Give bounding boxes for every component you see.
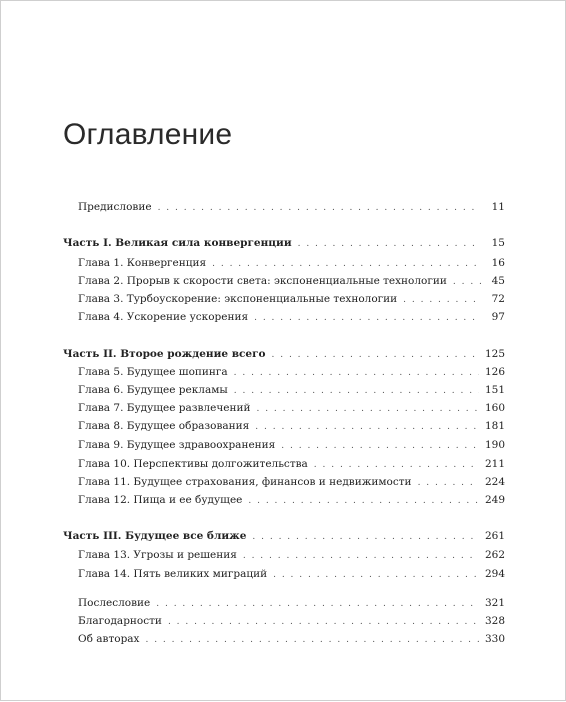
toc-entry-about-authors[interactable]: [78, 631, 505, 647]
toc-entry-title: Глава 14. Пять великих миграций: [78, 568, 268, 580]
toc-entry-acknowledgments[interactable]: [78, 613, 505, 629]
toc-entry-title: Глава 13. Угрозы и решения: [78, 549, 237, 561]
dot-leader: [234, 365, 479, 381]
toc-entry-chapter-8[interactable]: [78, 418, 505, 434]
toc-entry-page: 11: [491, 201, 505, 213]
toc-entry-chapter-2[interactable]: [78, 273, 505, 289]
toc-entry-page: 211: [484, 458, 505, 470]
toc-entry-page: 125: [484, 348, 505, 360]
toc-entry-page: 181: [484, 420, 505, 432]
dot-leader: [255, 419, 479, 435]
toc-entry-page: 261: [484, 530, 505, 542]
dot-leader: [273, 567, 479, 583]
toc-entry-page: 126: [484, 366, 505, 378]
table-of-contents: [1, 1, 566, 702]
dot-leader: [158, 200, 481, 216]
dot-leader: [418, 475, 479, 491]
toc-entry-title: Глава 3. Турбоускорение: экспоненциальные технологии: [78, 293, 398, 305]
toc-entry-chapter-7[interactable]: [78, 400, 505, 416]
toc-entry-page: 262: [484, 549, 505, 561]
toc-entry-page: 321: [484, 597, 505, 609]
toc-entry-page: 97: [491, 311, 505, 323]
toc-entry-title: Глава 4. Ускорение ускорения: [78, 311, 249, 323]
toc-entry-preface[interactable]: [78, 199, 505, 215]
toc-entry-chapter-14[interactable]: [78, 566, 505, 582]
dot-leader: [168, 614, 479, 630]
dot-leader: [234, 383, 479, 399]
toc-entry-chapter-11[interactable]: [78, 474, 505, 490]
toc-entry-title: Благодарности: [78, 615, 162, 627]
dot-leader: [281, 438, 479, 454]
toc-entry-title: Глава 7. Будущее развлечений: [78, 402, 251, 414]
toc-entry-title: Глава 10. Перспективы долгожительства: [78, 458, 308, 470]
toc-entry-chapter-9[interactable]: [78, 437, 505, 453]
dot-leader: [298, 236, 481, 252]
toc-entry-page: 72: [491, 293, 505, 305]
toc-entry-title: Часть III. Будущее все ближе: [63, 530, 247, 542]
toc-entry-page: 328: [484, 615, 505, 627]
toc-entry-chapter-10[interactable]: [78, 456, 505, 472]
toc-entry-chapter-12[interactable]: [78, 492, 505, 508]
toc-entry-title: Глава 12. Пища и ее будущее: [78, 494, 243, 506]
dot-leader: [145, 632, 478, 648]
toc-entry-page: 224: [484, 476, 505, 488]
toc-entry-part-1[interactable]: [63, 235, 505, 251]
toc-entry-title: Часть II. Второе рождение всего: [63, 348, 266, 360]
dot-leader: [272, 347, 479, 363]
toc-entry-page: 294: [484, 568, 505, 580]
toc-entry-page: 330: [484, 633, 505, 645]
toc-entry-part-2[interactable]: [63, 346, 505, 362]
toc-entry-title: Предисловие: [78, 201, 152, 213]
dot-leader: [243, 548, 479, 564]
toc-entry-chapter-4[interactable]: [78, 309, 505, 325]
toc-entry-page: 16: [491, 257, 505, 269]
dot-leader: [254, 310, 481, 326]
toc-entry-page: 151: [484, 384, 505, 396]
toc-entry-afterword[interactable]: [78, 595, 505, 611]
dot-leader: [156, 596, 479, 612]
toc-entry-title: Глава 1. Конвергенция: [78, 257, 207, 269]
toc-entry-chapter-1[interactable]: [78, 255, 505, 271]
dot-leader: [248, 493, 479, 509]
dot-leader: [256, 401, 478, 417]
dot-leader: [403, 292, 481, 308]
toc-entry-chapter-3[interactable]: [78, 291, 505, 307]
toc-entry-title: Об авторах: [78, 633, 140, 645]
dot-leader: [314, 457, 479, 473]
toc-entry-title: Глава 11. Будущее страхования, финансов и недвижимости: [78, 476, 412, 488]
toc-entry-page: 190: [484, 439, 505, 451]
toc-entry-page: 15: [491, 237, 505, 249]
dot-leader: [453, 274, 481, 290]
toc-entry-title: Глава 8. Будущее образования: [78, 420, 250, 432]
toc-entry-page: 160: [484, 402, 505, 414]
toc-entry-title: Глава 6. Будущее рекламы: [78, 384, 228, 396]
toc-entry-page: 249: [484, 494, 505, 506]
toc-entry-part-3[interactable]: [63, 528, 505, 544]
toc-entry-page: 45: [491, 275, 505, 287]
dot-leader: [212, 256, 481, 272]
toc-entry-title: Глава 5. Будущее шопинга: [78, 366, 228, 378]
toc-entry-chapter-13[interactable]: [78, 547, 505, 563]
toc-entry-chapter-6[interactable]: [78, 382, 505, 398]
page-title: Оглавление: [63, 118, 233, 151]
toc-entry-title: Часть I. Великая сила конвергенции: [63, 237, 292, 249]
toc-entry-title: Глава 2. Прорыв к скорости света: экспоненциальные технологии: [78, 275, 447, 287]
toc-entry-title: Глава 9. Будущее здравоохранения: [78, 439, 276, 451]
toc-entry-chapter-5[interactable]: [78, 364, 505, 380]
toc-entry-title: Послесловие: [78, 597, 151, 609]
dot-leader: [252, 529, 479, 545]
